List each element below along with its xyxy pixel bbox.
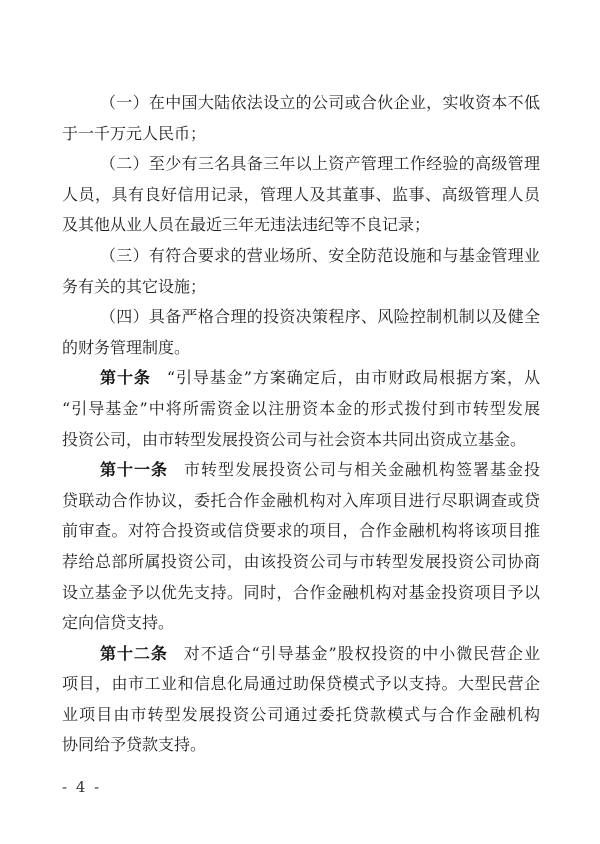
clause-paragraph-1	[62, 88, 540, 149]
clause-paragraph-2	[62, 149, 540, 241]
article-11-paragraph	[62, 455, 540, 639]
text-line: 人员，具有良好信用记录，管理人及其董事、监事、高级管理人员	[62, 184, 540, 204]
article-heading: 第十一条	[100, 460, 168, 480]
text-line: （三）有符合要求的营业场所、安全防范设施和与基金管理业	[100, 245, 540, 265]
text-line: 荐给总部所属投资公司，由该投资公司与市转型发展投资公司协商	[62, 551, 540, 571]
text-line: 贷联动合作协议，委托合作金融机构对入库项目进行尽职调查或贷	[62, 490, 540, 510]
text-line: 于一千万元人民币；	[62, 123, 207, 143]
text-line: （一）在中国大陆依法设立的公司或合伙企业，实收资本不低	[100, 93, 540, 112]
text-line: 务有关的其它设施；	[62, 276, 207, 296]
article-12-paragraph	[62, 639, 540, 761]
text-line: 前审查。对符合投资或信贷要求的项目，合作金融机构将该项目推	[62, 521, 540, 541]
text-line: 及其他从业人员在最近三年无违法违纪等不良记录；	[62, 215, 431, 235]
clause-paragraph-4	[62, 302, 540, 363]
text-line: “引导基金”中将所需资金以注册资本金的形式拨付到市转型发展	[62, 398, 540, 418]
text-line: 的财务管理制度。	[62, 337, 191, 357]
text-line-content: “引导基金”方案确定后，由市财政局根据方案，从	[166, 368, 540, 388]
article-10-paragraph	[62, 363, 540, 455]
text-line: 投资公司，由市转型发展投资公司与社会资本共同出资成立基金。	[62, 429, 527, 449]
text-line: （二）至少有三名具备三年以上资产管理工作经验的高级管理	[100, 154, 540, 174]
document-body	[62, 88, 540, 761]
text-line-content: 市转型发展投资公司与相关金融机构签署基金投	[184, 460, 540, 480]
text-line-content: 对不适合“引导基金”股权投资的中小微民营企业	[183, 643, 540, 663]
text-line: 项目，由市工业和信息化局通过助保贷模式予以支持。大型民营企	[62, 674, 540, 694]
text-line: （四）具备严格合理的投资决策程序、风险控制机制以及健全	[100, 307, 540, 327]
clause-paragraph-3	[62, 241, 540, 302]
text-line: 设立基金予以优先支持。同时，合作金融机构对基金投资项目予以	[62, 582, 540, 602]
article-heading: 第十条	[100, 368, 151, 388]
text-line	[62, 363, 540, 394]
text-line: 协同给予贷款支持。	[62, 735, 207, 755]
text-line	[62, 455, 540, 486]
article-heading: 第十二条	[100, 643, 168, 663]
page-number: - 4 -	[62, 778, 102, 796]
text-line: 定向信贷支持。	[62, 613, 175, 633]
text-line	[62, 639, 540, 670]
text-line: 业项目由市转型发展投资公司通过委托贷款模式与合作金融机构	[62, 704, 540, 724]
